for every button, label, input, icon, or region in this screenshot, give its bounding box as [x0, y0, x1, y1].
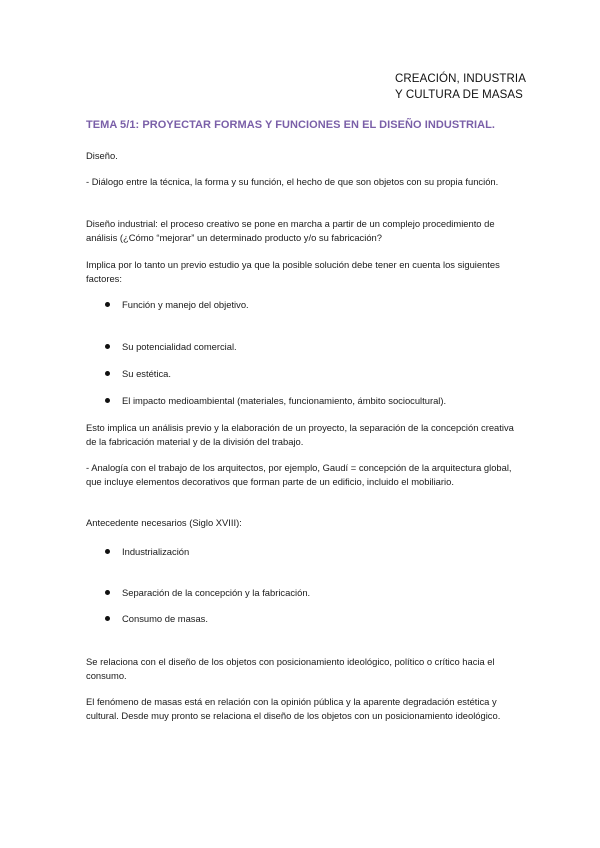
factor-list-item: [105, 298, 249, 312]
factor-label: Su potencialidad comercial.: [122, 341, 237, 352]
paragraph-dialogo: - Diálogo entre la técnica, la forma y su función, el hecho de que son objetos con su propia función.: [86, 176, 499, 187]
factor-label: Su estética.: [122, 368, 171, 379]
antecedent-label: Industrialización: [122, 546, 190, 557]
paragraph-analogia: - Analogía con el trabajo de los arquitectos, por ejemplo, Gaudí = concepción de la arquitectura global, que incluye elementos decorativos que forman parte de un edificio, incluido el mobiliario.: [86, 462, 512, 487]
bullet-dot-icon: [105, 616, 110, 621]
antecedent-label: Consumo de masas.: [122, 613, 208, 624]
antecedent-list-item: [105, 586, 310, 600]
factor-list-item: [105, 340, 237, 354]
antecedent-list-item: [105, 612, 208, 626]
topic-heading: TEMA 5/1: PROYECTAR FORMAS Y FUNCIONES EN EL DISEÑO INDUSTRIAL.: [86, 119, 495, 131]
factor-list-item: [105, 367, 171, 381]
factor-label: El impacto medioambiental (materiales, funcionamiento, ámbito sociocultural).: [122, 395, 447, 406]
antecedent-list-item: [105, 545, 189, 559]
paragraph-diseno-industrial: Diseño industrial: el proceso creativo se pone en marcha a partir de un complejo procedimiento de análisis (¿Cómo “mejorar” un determinado producto y/o su fabricación?: [86, 218, 495, 243]
course-title: [395, 71, 526, 103]
factor-list-item: [105, 394, 446, 408]
paragraph-fenomeno: El fenómeno de masas está en relación con la opinión pública y la aparente degradación estética y cultural. Desde muy pronto se relaciona el diseño de los objetos con un posicionamiento ideológico.: [86, 696, 501, 721]
bullet-dot-icon: [105, 590, 110, 595]
paragraph-antecedente: Antecedente necesarios (Siglo XVIII):: [86, 517, 242, 528]
course-title-line-1: CREACIÓN, INDUSTRIA: [395, 73, 526, 85]
paragraph-diseno: Diseño.: [86, 150, 118, 161]
paragraph-se-relaciona: Se relaciona con el diseño de los objetos con posicionamiento ideológico, político o crítico hacia el consumo.: [86, 656, 495, 681]
antecedent-label: Separación de la concepción y la fabricación.: [122, 587, 311, 598]
bullet-dot-icon: [105, 549, 110, 554]
course-title-line-2: Y CULTURA DE MASAS: [395, 89, 523, 101]
bullet-dot-icon: [105, 344, 110, 349]
paragraph-implica: Implica por lo tanto un previo estudio ya que la posible solución debe tener en cuenta los siguientes factores:: [86, 259, 500, 284]
factor-label: Función y manejo del objetivo.: [122, 299, 249, 310]
bullet-dot-icon: [105, 371, 110, 376]
paragraph-esto-implica: Esto implica un análisis previo y la elaboración de un proyecto, la separación de la concepción creativa de la fabricación material y de la división del trabajo.: [86, 422, 514, 447]
bullet-dot-icon: [105, 398, 110, 403]
bullet-dot-icon: [105, 302, 110, 307]
